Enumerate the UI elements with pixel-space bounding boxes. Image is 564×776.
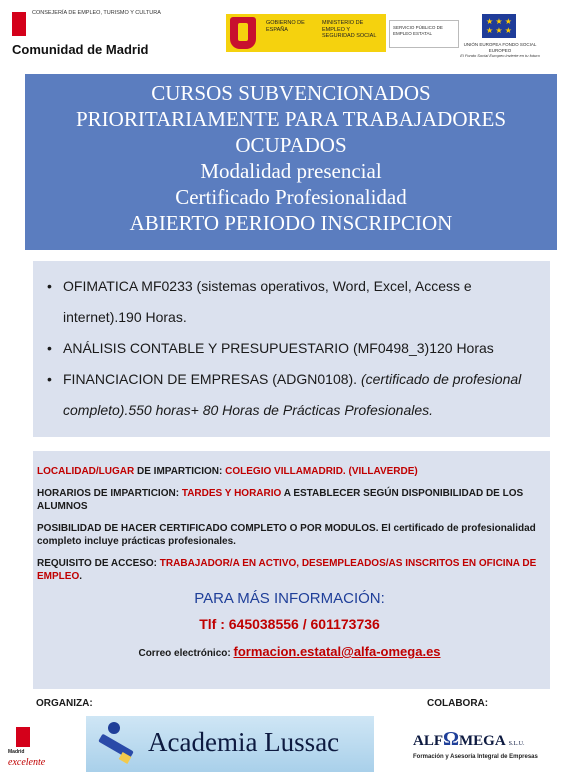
course-item-financiacion (63, 364, 536, 426)
title-line-1: CURSOS SUBVENCIONADOS (151, 81, 431, 105)
modules-label: POSIBILIDAD DE HACER CERTIFICADO COMPLETO O POR MODULOS. (37, 523, 379, 534)
comunidad-madrid-name: Comunidad de Madrid (12, 42, 149, 57)
eu-flag-icon: ★ ★ ★ ★ ★ ★ (482, 14, 516, 38)
title-banner (25, 74, 557, 250)
schedule-line (37, 487, 542, 513)
title-line-4: Modalidad presencial (200, 159, 382, 183)
course-text: OFIMATICA MF0233 (sistemas operativos, Word, Excel, Access e internet).190 Horas. (63, 278, 472, 325)
alfa-suffix: MEGA (459, 733, 505, 749)
gobierno-text: GOBIERNO DE ESPAÑA (266, 20, 305, 33)
course-text: ANÁLISIS CONTABLE Y PRESUPUESTARIO (MF0498_3)120 Horas (63, 340, 494, 356)
title-line-5: Certificado Profesionalidad (175, 185, 407, 209)
requirement-line (37, 557, 542, 583)
omega-icon: Ω (443, 728, 460, 750)
requirement-value: TRABAJADOR/A EN ACTIVO, DESEMPLEADOS/AS INSCRITOS EN OFICINA DE EMPLEO (37, 558, 537, 582)
lussac-name: Academia Lussac (148, 727, 340, 757)
email-line (37, 645, 542, 660)
excelente-text: excelente (8, 757, 46, 768)
madrid-excelente-logo (8, 727, 68, 772)
spain-shield-icon (230, 17, 256, 49)
schedule-colon: : (175, 488, 182, 499)
ministerio-text: MINISTERIO DE EMPLEO Y SEGURIDAD SOCIAL (322, 20, 377, 39)
pencil-icon (94, 722, 136, 766)
academia-lussac-logo (86, 716, 374, 772)
course-item-analisis (63, 333, 536, 364)
union-europea-logo (455, 14, 555, 64)
alfa-omega-logo (413, 720, 553, 770)
requirement-end: . (79, 571, 83, 582)
alfa-omega-name (413, 728, 524, 751)
info-panel (33, 451, 550, 689)
location-label: LOCALIDAD/LUGAR (37, 466, 135, 477)
title-line-3: OCUPADOS (235, 133, 347, 157)
gobierno-espana-logo (226, 14, 462, 54)
more-info-heading: PARA MÁS INFORMACIÓN: (194, 590, 385, 607)
madrid-flag-icon (12, 12, 26, 36)
colabora-label: COLABORA: (427, 698, 489, 709)
alfa-slu: S.L.U. (508, 741, 525, 747)
consejeria-text: CONSEJERÍA DE EMPLEO, TURISMO Y CULTURA (32, 10, 161, 16)
location-value: COLEGIO VILLAMADRID. (VILLAVERDE) (225, 466, 418, 477)
schedule-label: HORARIOS DE IMPARTICION (37, 488, 176, 499)
phone-line (37, 618, 542, 633)
modules-rest: El certificado de profesionalidad completo incluye prácticas profesionales. (37, 523, 536, 547)
course-text: FINANCIACION DE EMPRESAS (ADGN0108). (63, 371, 361, 387)
comunidad-madrid-logo (12, 10, 197, 58)
requirement-label: REQUISITO DE ACCESO: (37, 558, 160, 569)
gobierno-banner (226, 14, 386, 52)
organiza-label: ORGANIZA: (36, 698, 93, 709)
phone-value[interactable]: 645038556 / 601173736 (228, 616, 380, 632)
header-logos (0, 0, 564, 70)
title-line-6: ABIERTO PERIODO INSCRIPCION (129, 211, 453, 235)
eu-text: UNIÓN EUROPEA FONDO SOCIAL EUROPEO (463, 42, 537, 53)
madrid-small-text: Madrid (8, 749, 25, 755)
title-line-2: PRIORITARIAMENTE PARA TRABAJADORES (75, 107, 507, 131)
schedule-rest: A ESTABLECER SEGÚN DISPONIBILIDAD DE LOS ALUMNOS (37, 488, 524, 512)
location-mid: DE IMPARTICION: (134, 466, 226, 477)
alfa-omega-subtitle: Formación y Asesoría Integral de Empresas (413, 754, 538, 760)
course-note: (certificado de profesional completo).550 horas+ 80 Horas de Prácticas Profesionales. (63, 371, 522, 418)
email-label: Correo electrónico: (138, 648, 234, 659)
madrid-flag-icon (16, 727, 30, 747)
course-item-ofimatica (63, 271, 536, 333)
eu-motto: El Fondo Social Europeo invierte en tu futuro (460, 53, 540, 58)
course-list (33, 261, 550, 437)
location-line (37, 465, 542, 478)
sepe-text: SERVICIO PÚBLICO DE EMPLEO ESTATAL (389, 20, 459, 48)
phone-label: Tlf : (199, 616, 229, 632)
alfa-prefix: ALF (413, 733, 443, 749)
email-link[interactable]: formacion.estatal@alfa-omega.es (233, 644, 441, 659)
schedule-red: TARDES Y HORARIO (181, 488, 282, 499)
modules-line (37, 522, 542, 548)
